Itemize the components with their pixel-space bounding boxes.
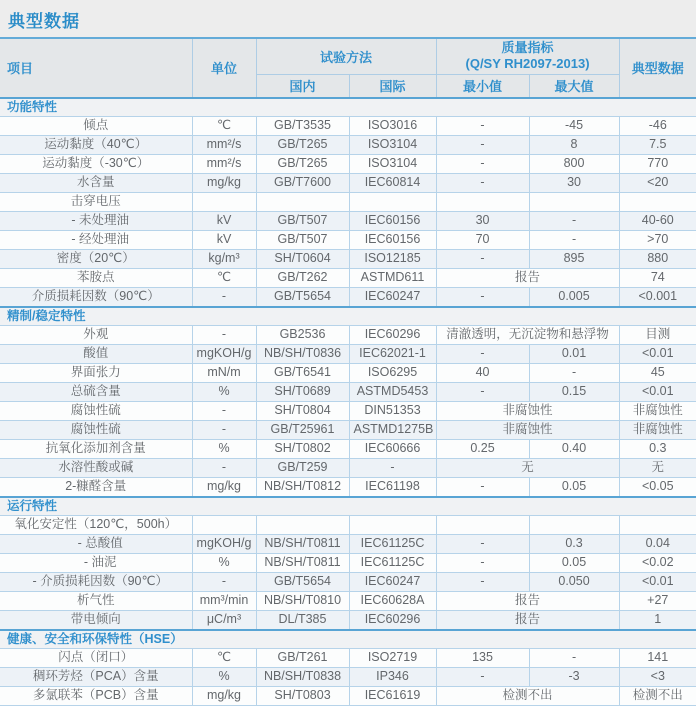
cell-test-domestic: SH/T0604 — [256, 249, 349, 268]
section-title: 运行特性 — [0, 497, 696, 516]
cell-typical: 非腐蚀性 — [619, 401, 696, 420]
table-row — [0, 116, 696, 135]
cell-max: -45 — [529, 116, 619, 135]
cell-typical: <0.01 — [619, 572, 696, 591]
cell-test-domestic: SH/T0689 — [256, 382, 349, 401]
cell-test-international: ISO6295 — [349, 363, 436, 382]
cell-quality-span: 报告 — [436, 591, 619, 610]
cell-item: 水溶性酸或碱 — [0, 458, 192, 477]
table-row — [0, 211, 696, 230]
cell-test-domestic: GB/T25961 — [256, 420, 349, 439]
table-row — [0, 591, 696, 610]
cell-test-international: IEC60296 — [349, 325, 436, 344]
col-header-test-method: 试验方法 — [256, 38, 436, 74]
cell-typical: <0.001 — [619, 287, 696, 307]
cell-typical: <20 — [619, 173, 696, 192]
cell-unit: mg/kg — [192, 173, 256, 192]
col-header-min: 最小值 — [436, 74, 529, 98]
cell-min: - — [436, 572, 529, 591]
table-header — [0, 38, 696, 98]
cell-min: - — [436, 382, 529, 401]
cell-typical: <3 — [619, 667, 696, 686]
cell-unit: % — [192, 667, 256, 686]
col-header-unit: 单位 — [192, 38, 256, 98]
cell-min: - — [436, 534, 529, 553]
col-header-typical: 典型数据 — [619, 38, 696, 98]
cell-unit: mg/kg — [192, 477, 256, 497]
cell-max: 0.40 — [529, 439, 619, 458]
cell-item: 酸值 — [0, 344, 192, 363]
cell-min: 135 — [436, 648, 529, 667]
cell-test-domestic: GB/T6541 — [256, 363, 349, 382]
cell-max: 0.3 — [529, 534, 619, 553]
table-row — [0, 439, 696, 458]
cell-typical: -46 — [619, 116, 696, 135]
cell-item: 稠环芳烃（PCA）含量 — [0, 667, 192, 686]
cell-unit: ℃ — [192, 116, 256, 135]
cell-min — [436, 515, 529, 534]
cell-test-international: IP346 — [349, 667, 436, 686]
cell-item: 界面张力 — [0, 363, 192, 382]
table-row — [0, 344, 696, 363]
col-header-quality-index — [436, 38, 619, 74]
cell-typical: 0.3 — [619, 439, 696, 458]
cell-item: 带电倾向 — [0, 610, 192, 630]
cell-test-international: IEC61198 — [349, 477, 436, 497]
cell-quality-span: 报告 — [436, 268, 619, 287]
cell-typical: <0.02 — [619, 553, 696, 572]
cell-test-international: IEC60628A — [349, 591, 436, 610]
cell-item: - 介质损耗因数（90℃） — [0, 572, 192, 591]
cell-unit: - — [192, 287, 256, 307]
cell-min: 40 — [436, 363, 529, 382]
col-header-item: 项目 — [0, 38, 192, 98]
cell-max: -3 — [529, 667, 619, 686]
cell-max — [529, 515, 619, 534]
cell-min: - — [436, 553, 529, 572]
cell-test-international: IEC60247 — [349, 287, 436, 307]
cell-test-domestic: NB/SH/T0811 — [256, 534, 349, 553]
cell-test-international: IEC62021-1 — [349, 344, 436, 363]
cell-min: 30 — [436, 211, 529, 230]
cell-min: - — [436, 477, 529, 497]
cell-unit: mgKOH/g — [192, 344, 256, 363]
cell-unit: mN/m — [192, 363, 256, 382]
table-row — [0, 173, 696, 192]
table-row — [0, 249, 696, 268]
table-row — [0, 553, 696, 572]
cell-max: 0.050 — [529, 572, 619, 591]
cell-test-domestic: SH/T0802 — [256, 439, 349, 458]
cell-item: 运动黏度（40℃） — [0, 135, 192, 154]
cell-quality-span: 报告 — [436, 610, 619, 630]
cell-unit — [192, 515, 256, 534]
cell-item: 苯胺点 — [0, 268, 192, 287]
cell-typical: 770 — [619, 154, 696, 173]
cell-test-international — [349, 515, 436, 534]
cell-unit: % — [192, 553, 256, 572]
cell-max: 8 — [529, 135, 619, 154]
col-header-domestic: 国内 — [256, 74, 349, 98]
table-row — [0, 325, 696, 344]
table-row — [0, 382, 696, 401]
cell-typical: <0.01 — [619, 344, 696, 363]
section-title: 健康、安全和环保特性（HSE） — [0, 630, 696, 649]
table-row — [0, 458, 696, 477]
cell-unit: % — [192, 439, 256, 458]
table-row — [0, 686, 696, 705]
cell-min: - — [436, 135, 529, 154]
cell-item: - 油泥 — [0, 553, 192, 572]
cell-test-international: IEC61619 — [349, 686, 436, 705]
table-body — [0, 98, 696, 706]
cell-unit: kV — [192, 230, 256, 249]
cell-max: 0.05 — [529, 477, 619, 497]
cell-max: 800 — [529, 154, 619, 173]
cell-test-domestic: NB/SH/T0812 — [256, 477, 349, 497]
cell-item: 2-糠醛含量 — [0, 477, 192, 497]
cell-test-domestic: DL/T385 — [256, 610, 349, 630]
cell-typical: 40-60 — [619, 211, 696, 230]
cell-unit: - — [192, 401, 256, 420]
cell-unit: kg/m³ — [192, 249, 256, 268]
cell-item: 抗氧化添加剂含量 — [0, 439, 192, 458]
page-title: 典型数据 — [8, 12, 80, 31]
cell-test-domestic: SH/T0803 — [256, 686, 349, 705]
section-header-row — [0, 630, 696, 649]
cell-max: 0.15 — [529, 382, 619, 401]
cell-test-domestic: GB/T259 — [256, 458, 349, 477]
cell-test-international: IEC60156 — [349, 211, 436, 230]
cell-max: - — [529, 363, 619, 382]
typical-data-table — [0, 37, 696, 706]
cell-test-international: IEC60156 — [349, 230, 436, 249]
section-header-row — [0, 98, 696, 117]
cell-test-international: DIN51353 — [349, 401, 436, 420]
cell-typical: 7.5 — [619, 135, 696, 154]
cell-test-international: IEC60814 — [349, 173, 436, 192]
table-row — [0, 401, 696, 420]
cell-test-international: ASTMD1275B — [349, 420, 436, 439]
cell-test-domestic: NB/SH/T0811 — [256, 553, 349, 572]
cell-item: 倾点 — [0, 116, 192, 135]
cell-item: 氧化安定性（120℃，500h） — [0, 515, 192, 534]
header-row-1 — [0, 38, 696, 74]
cell-unit: mg/kg — [192, 686, 256, 705]
cell-quality-span: 非腐蚀性 — [436, 420, 619, 439]
cell-quality-span: 非腐蚀性 — [436, 401, 619, 420]
cell-max: - — [529, 211, 619, 230]
cell-test-international: ISO12185 — [349, 249, 436, 268]
cell-test-domestic: GB/T7600 — [256, 173, 349, 192]
cell-test-domestic: GB/T5654 — [256, 287, 349, 307]
cell-max: 895 — [529, 249, 619, 268]
cell-min: - — [436, 249, 529, 268]
cell-item: 介质损耗因数（90℃） — [0, 287, 192, 307]
cell-test-domestic: SH/T0804 — [256, 401, 349, 420]
cell-min: - — [436, 287, 529, 307]
cell-test-domestic: GB/T262 — [256, 268, 349, 287]
table-row — [0, 268, 696, 287]
cell-typical: 1 — [619, 610, 696, 630]
cell-test-domestic: GB/T265 — [256, 154, 349, 173]
cell-test-international: ASTMD5453 — [349, 382, 436, 401]
cell-max: - — [529, 648, 619, 667]
cell-test-international: IEC60247 — [349, 572, 436, 591]
cell-typical: +27 — [619, 591, 696, 610]
cell-max: 0.005 — [529, 287, 619, 307]
cell-item: 水含量 — [0, 173, 192, 192]
cell-typical: 目测 — [619, 325, 696, 344]
table-row — [0, 572, 696, 591]
cell-min: - — [436, 116, 529, 135]
cell-typical: 74 — [619, 268, 696, 287]
cell-test-domestic: NB/SH/T0836 — [256, 344, 349, 363]
table-row — [0, 287, 696, 307]
section-header-row — [0, 497, 696, 516]
cell-typical — [619, 515, 696, 534]
cell-test-domestic: GB2536 — [256, 325, 349, 344]
cell-unit — [192, 192, 256, 211]
cell-unit: ℃ — [192, 268, 256, 287]
cell-quality-span: 无 — [436, 458, 619, 477]
cell-item: 腐蚀性硫 — [0, 401, 192, 420]
cell-max: - — [529, 230, 619, 249]
cell-typical: 0.04 — [619, 534, 696, 553]
cell-max: 0.01 — [529, 344, 619, 363]
cell-min: - — [436, 154, 529, 173]
table-row — [0, 515, 696, 534]
cell-typical: 45 — [619, 363, 696, 382]
cell-unit: - — [192, 420, 256, 439]
cell-max — [529, 192, 619, 211]
cell-typical: 检测不出 — [619, 686, 696, 705]
cell-min: - — [436, 344, 529, 363]
cell-item: 击穿电压 — [0, 192, 192, 211]
cell-test-international: ISO2719 — [349, 648, 436, 667]
cell-item: - 总酸值 — [0, 534, 192, 553]
cell-test-domestic — [256, 515, 349, 534]
cell-unit: - — [192, 572, 256, 591]
cell-unit: % — [192, 382, 256, 401]
cell-typical: >70 — [619, 230, 696, 249]
cell-quality-span: 清澈透明，无沉淀物和悬浮物 — [436, 325, 619, 344]
cell-test-domestic: GB/T265 — [256, 135, 349, 154]
table-row — [0, 648, 696, 667]
cell-min: - — [436, 667, 529, 686]
cell-item: 总硫含量 — [0, 382, 192, 401]
cell-test-domestic: GB/T3535 — [256, 116, 349, 135]
cell-test-domestic: GB/T5654 — [256, 572, 349, 591]
cell-typical — [619, 192, 696, 211]
table-row — [0, 230, 696, 249]
cell-test-domestic: GB/T507 — [256, 211, 349, 230]
cell-unit: kV — [192, 211, 256, 230]
cell-min: - — [436, 173, 529, 192]
cell-test-international: IEC60666 — [349, 439, 436, 458]
cell-typical: 880 — [619, 249, 696, 268]
cell-item: 腐蚀性硫 — [0, 420, 192, 439]
cell-test-domestic: NB/SH/T0810 — [256, 591, 349, 610]
cell-typical: 141 — [619, 648, 696, 667]
cell-unit: mm²/s — [192, 154, 256, 173]
cell-unit: μC/m³ — [192, 610, 256, 630]
cell-unit: - — [192, 325, 256, 344]
cell-item: 多氯联苯（PCB）含量 — [0, 686, 192, 705]
cell-item: 密度（20℃） — [0, 249, 192, 268]
cell-quality-span: 检测不出 — [436, 686, 619, 705]
table-row — [0, 363, 696, 382]
table-row — [0, 534, 696, 553]
table-row — [0, 477, 696, 497]
section-header-row — [0, 307, 696, 326]
table-row — [0, 154, 696, 173]
quality-index-line2: (Q/SY RH2097-2013) — [465, 56, 590, 72]
cell-unit: - — [192, 458, 256, 477]
table-row — [0, 420, 696, 439]
cell-test-domestic — [256, 192, 349, 211]
cell-test-international: - — [349, 458, 436, 477]
cell-unit: ℃ — [192, 648, 256, 667]
table-row — [0, 192, 696, 211]
cell-item: 运动黏度（-30℃） — [0, 154, 192, 173]
col-header-international: 国际 — [349, 74, 436, 98]
cell-item: 闪点（闭口） — [0, 648, 192, 667]
cell-typical: 无 — [619, 458, 696, 477]
table-row — [0, 135, 696, 154]
table-row — [0, 610, 696, 630]
cell-min: 0.25 — [436, 439, 529, 458]
cell-unit: mm²/s — [192, 135, 256, 154]
cell-typical: <0.05 — [619, 477, 696, 497]
cell-typical: <0.01 — [619, 382, 696, 401]
cell-item: - 未处理油 — [0, 211, 192, 230]
cell-test-international — [349, 192, 436, 211]
cell-test-international: IEC61125C — [349, 553, 436, 572]
cell-max: 30 — [529, 173, 619, 192]
quality-index-line1: 质量指标 — [501, 40, 554, 55]
table-row — [0, 667, 696, 686]
cell-unit: mm³/min — [192, 591, 256, 610]
cell-test-international: ISO3104 — [349, 135, 436, 154]
cell-max: 0.05 — [529, 553, 619, 572]
cell-test-international: IEC60296 — [349, 610, 436, 630]
cell-test-international: ASTMD611 — [349, 268, 436, 287]
cell-unit: mgKOH/g — [192, 534, 256, 553]
cell-test-international: ISO3104 — [349, 154, 436, 173]
cell-test-international: IEC61125C — [349, 534, 436, 553]
cell-item: 外观 — [0, 325, 192, 344]
section-title: 功能特性 — [0, 98, 696, 117]
cell-test-domestic: GB/T261 — [256, 648, 349, 667]
cell-test-domestic: NB/SH/T0838 — [256, 667, 349, 686]
cell-min — [436, 192, 529, 211]
cell-min: 70 — [436, 230, 529, 249]
cell-item: 析气性 — [0, 591, 192, 610]
cell-test-domestic: GB/T507 — [256, 230, 349, 249]
col-header-max: 最大值 — [529, 74, 619, 98]
cell-test-international: ISO3016 — [349, 116, 436, 135]
section-title: 精制/稳定特性 — [0, 307, 696, 326]
cell-typical: 非腐蚀性 — [619, 420, 696, 439]
cell-item: - 经处理油 — [0, 230, 192, 249]
